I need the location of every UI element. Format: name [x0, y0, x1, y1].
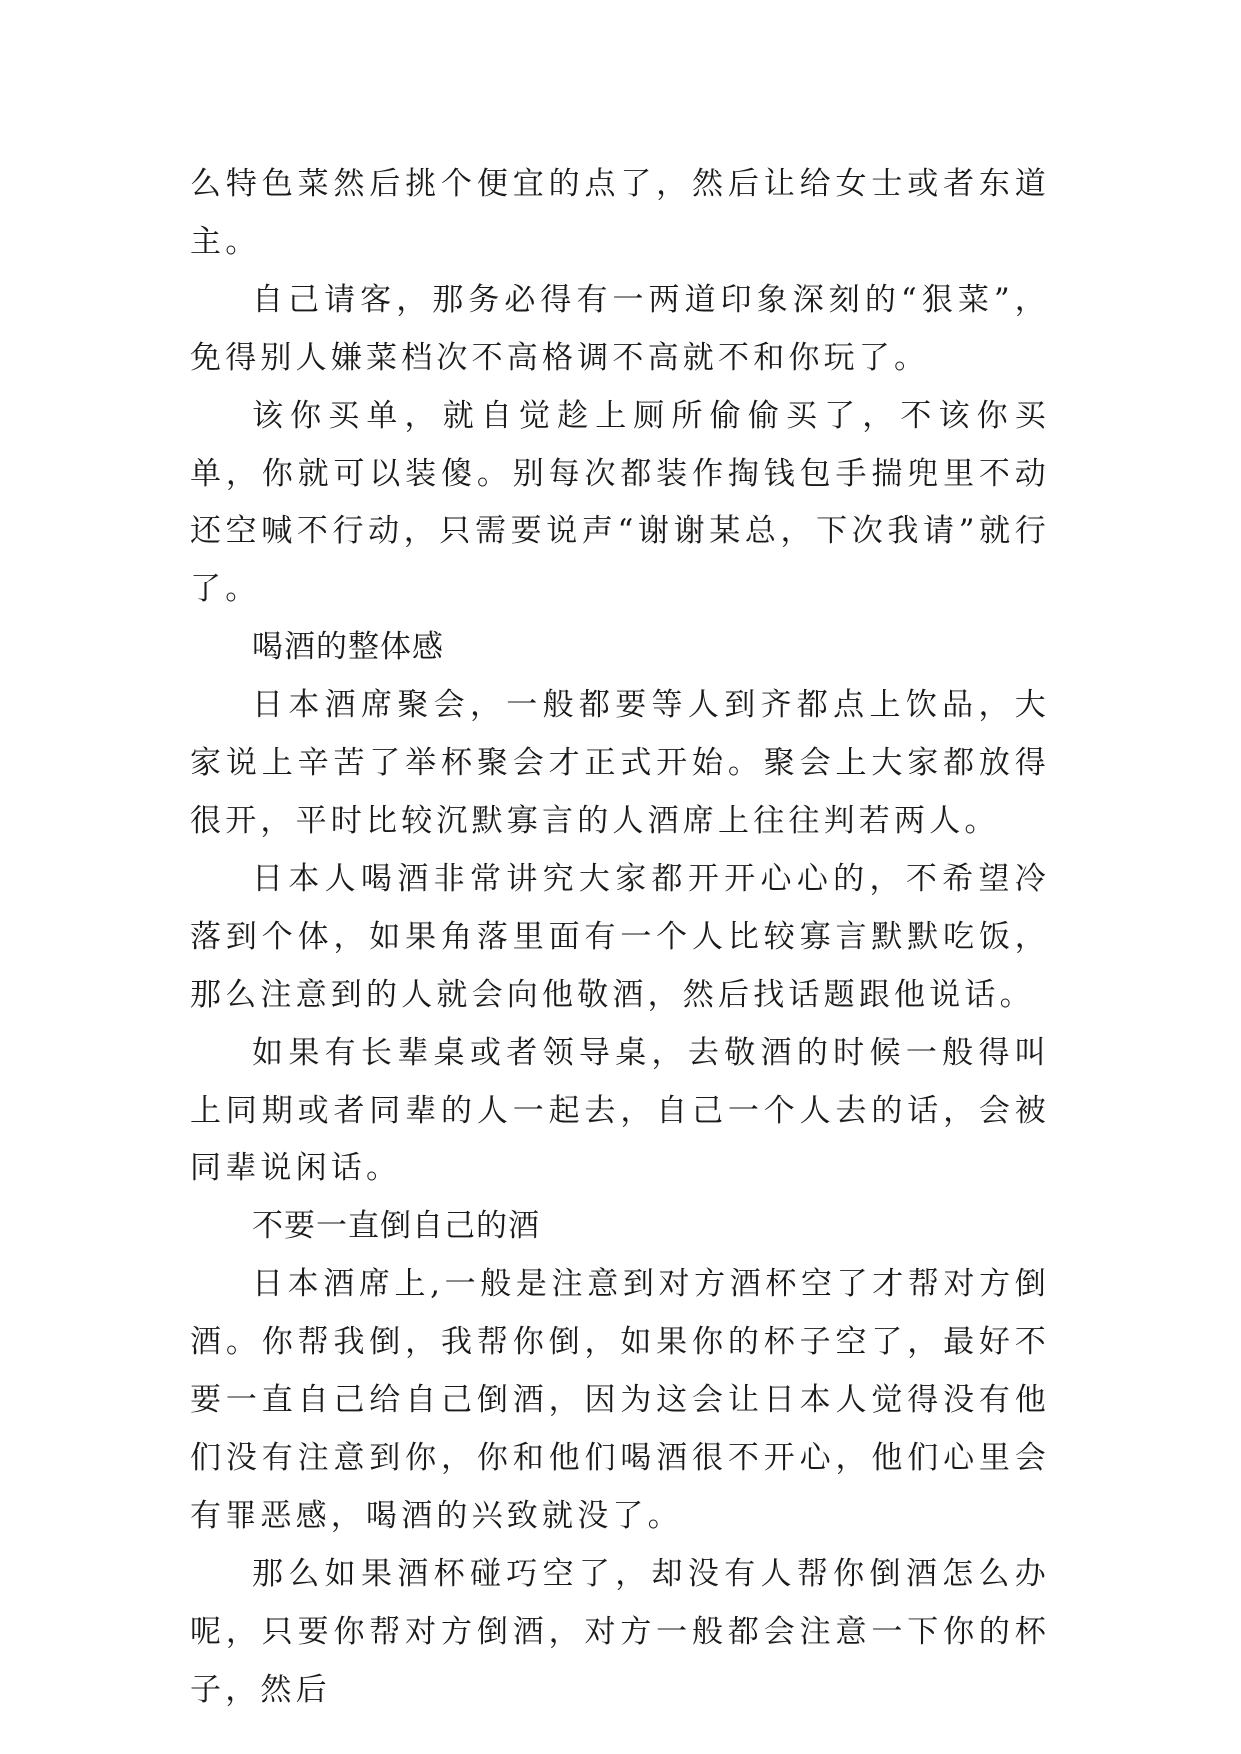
section-heading: 不要一直倒自己的酒 — [252, 1208, 540, 1245]
paragraph-continued: 么特色菜然后挑个便宜的点了，然后让给女士或者东道主。 — [190, 166, 1050, 260]
paragraph: 日本酒席聚会，一般都要等人到齐都点上饮品，大家说上辛苦了举杯聚会才正式开始。聚会上大家都放得很开，平时比较沉默寡言的人酒席上往往判若两人。 — [190, 687, 1050, 839]
paragraph: 自己请客，那务必得有一两道印象深刻的“狠菜”，免得别人嫌菜档次不高格调不高就不和你玩了。 — [190, 281, 1050, 376]
paragraph: 那么如果酒杯碰巧空了，却没有人帮你倒酒怎么办呢，只要你帮对方倒酒，对方一般都会注意一下你的杯子，然后 — [190, 1555, 1050, 1708]
paragraph: 该你买单，就自觉趁上厕所偷偷买了，不该你买单，你就可以装傻。别每次都装作掏钱包手揣兜里不动还空喊不行动，只需要说声“谢谢某总，下次我请”就行了。 — [190, 397, 1050, 608]
section-heading: 喝酒的整体感 — [252, 629, 444, 666]
paragraph: 日本人喝酒非常讲究大家都开开心心的，不希望冷落到个体，如果角落里面有一个人比较寡言默默吃饭，那么注意到的人就会向他敬酒，然后找话题跟他说话。 — [190, 860, 1050, 1013]
paragraph: 日本酒席上,一般是注意到对方酒杯空了才帮对方倒酒。你帮我倒，我帮你倒，如果你的杯子空了，最好不要一直自己给自己倒酒，因为这会让日本人觉得没有他们没有注意到你，你和他们喝酒很不开心，他们心里会有罪恶感，喝酒的兴致就没了。 — [190, 1266, 1050, 1534]
paragraph: 如果有长辈桌或者领导桌，去敬酒的时候一般得叫上同期或者同辈的人一起去，自己一个人去的话，会被同辈说闲话。 — [190, 1034, 1050, 1187]
document-body — [190, 156, 1050, 1719]
